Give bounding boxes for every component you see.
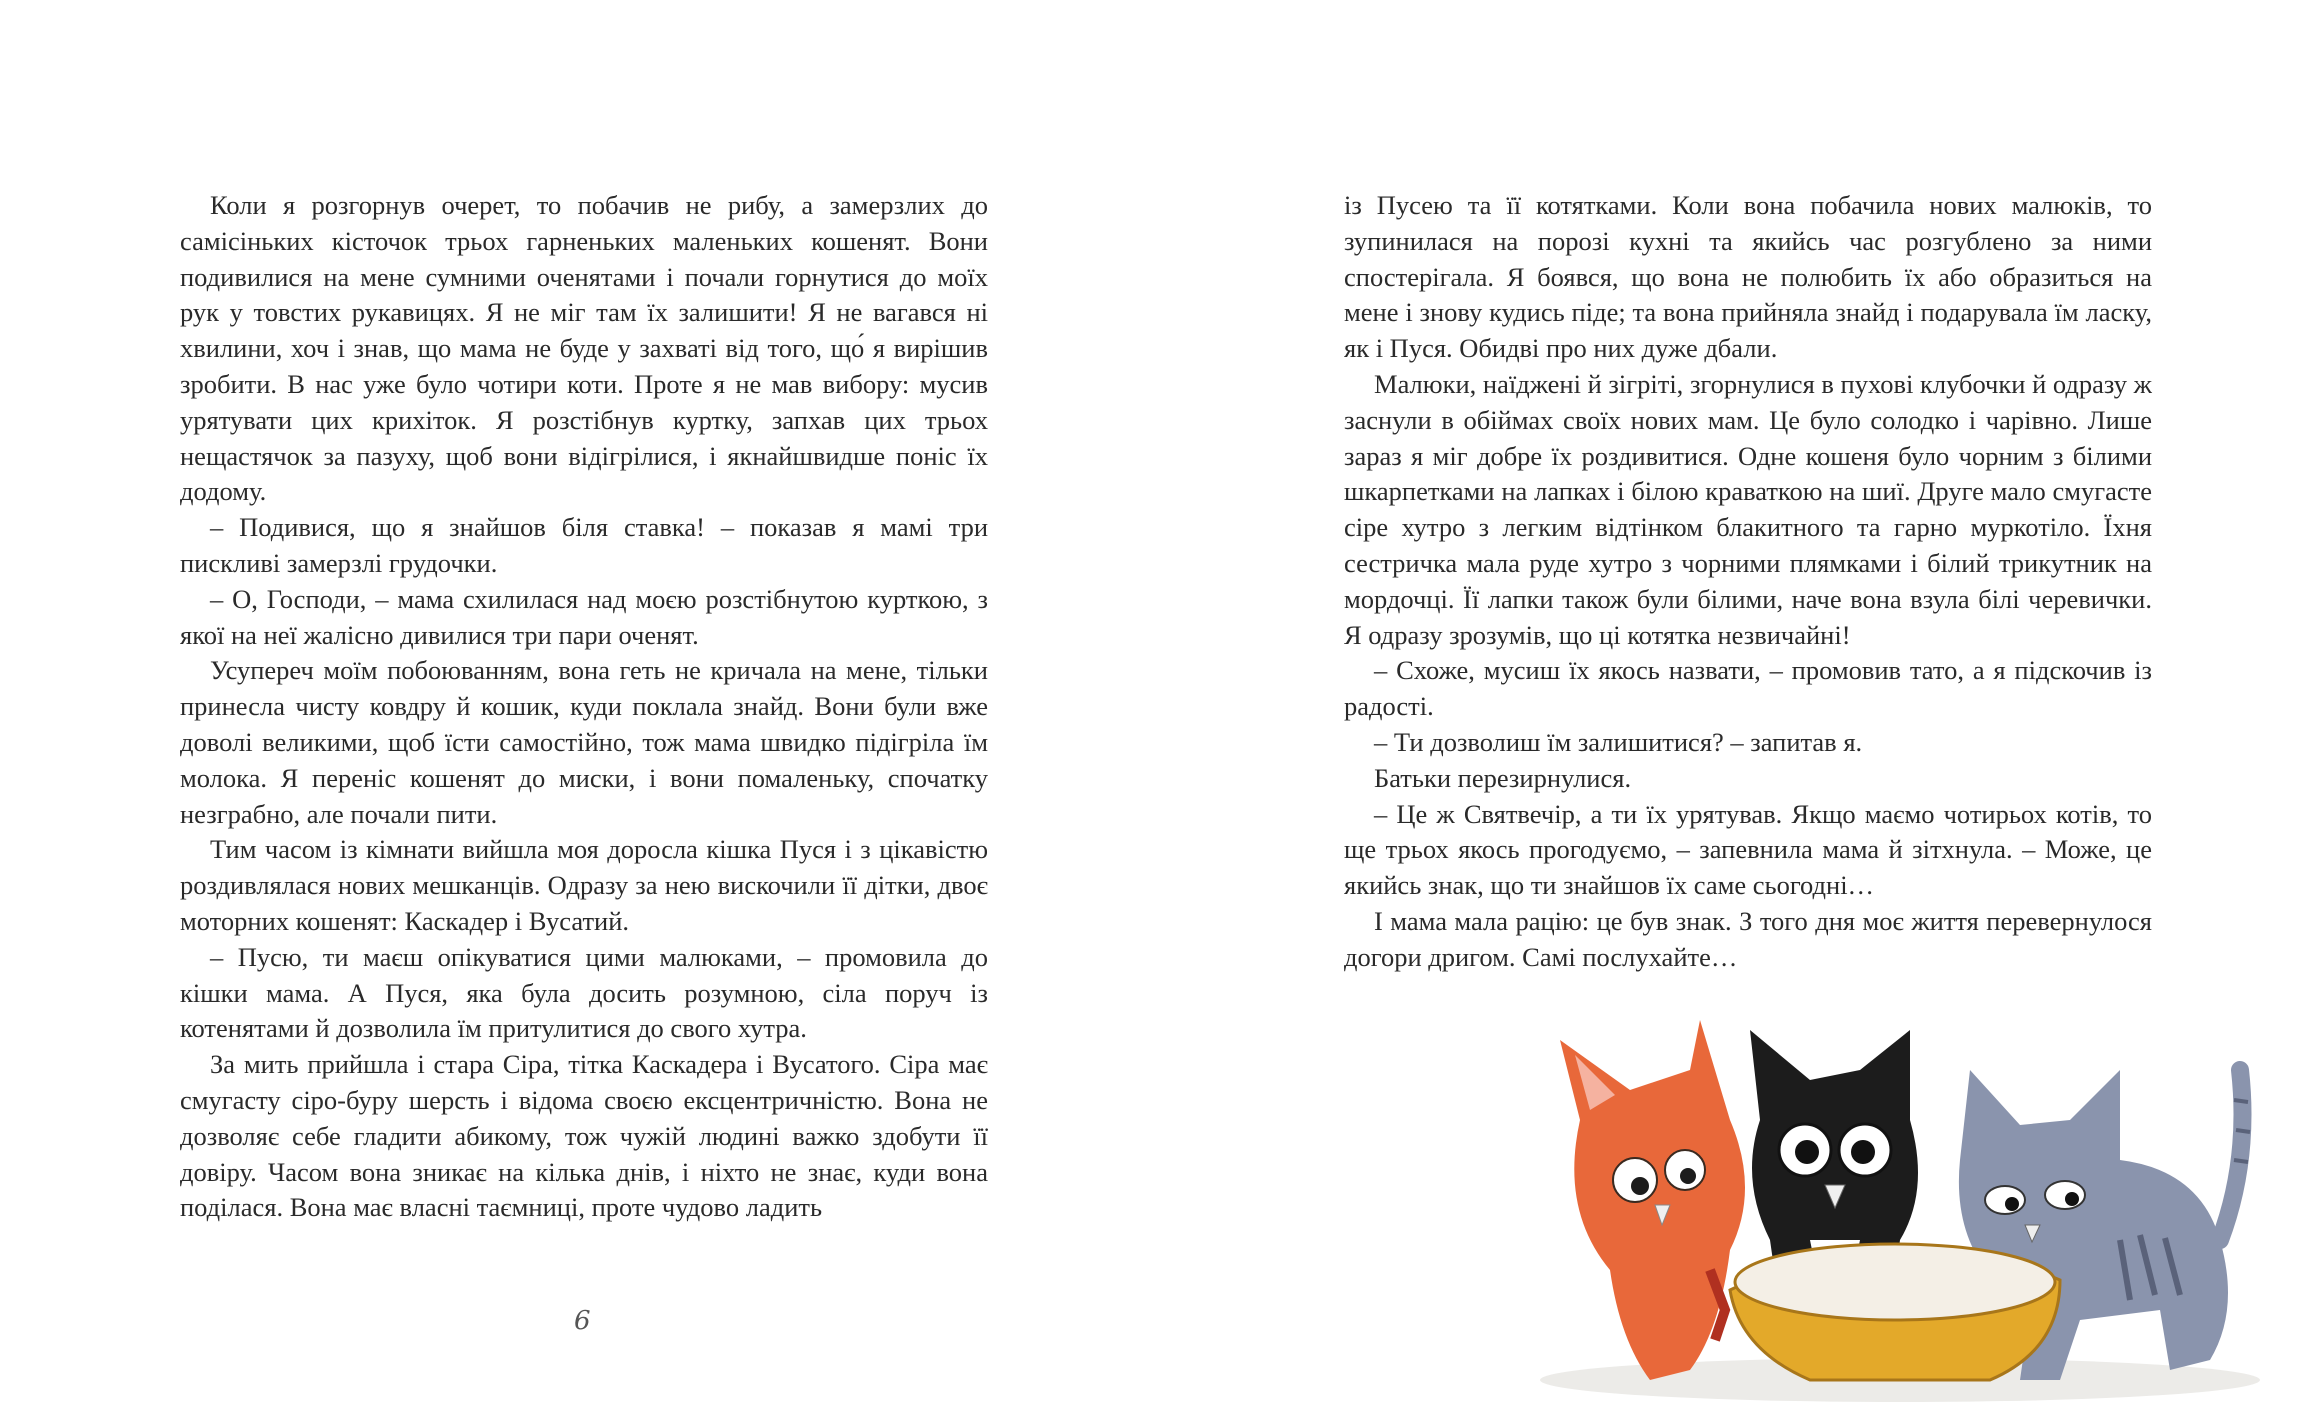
paragraph: Малюки, наїджені й зігріті, згорнулися в пухові клубочки й одразу ж заснули в обіймах своїх нових мам. Це було солодко і чарівно. Лише зараз я міг добре їх роздивитися. Одне кошеня було чорним з білими шкарпетками на лапках і білою краваткою на шиї. Друге мало смугасте сіре хутро з легким відтінком блакитного та гарно муркотіло. Їхня сестричка мала руде хутро з чорними плямками і білий трикутник на мордочці. Її лапки також були білими, наче вона взула білі черевички. Я одразу зрозумів, що ці котятка незвичайні! <box>1344 368 2152 650</box>
paragraph: – Схоже, мусиш їх якось назвати, – промовив тато, а я підскочив із радості. <box>1344 655 2152 722</box>
paragraph: І мама мала рацію: це був знак. З того дня моє життя перевернулося догори дригом. Самі послухайте… <box>1344 905 2152 972</box>
milk-bowl <box>1730 1244 2060 1380</box>
right-text-column <box>1344 188 2152 976</box>
paragraph: – Подивися, що я знайшов біля ставка! – показав я мамі три пискливі замерзлі грудочки. <box>180 512 988 578</box>
paragraph: – О, Господи, – мама схилилася над моєю розстібнутою курткою, з якої на неї жалісно дивилися три пари оченят. <box>180 583 988 650</box>
paragraph: За мить прийшла і стара Сіра, тітка Каскадера і Вусатого. Сіра має смугасту сіро-буру шерсть і відома своєю ексцентричністю. Вона не дозволяє себе гладити абикому, тож чужій людині важко здобути її довіру. Часом вона зникає на кілька днів, і ніхто не знає, куди вона поділася. Вона має власні таємниці, проте чудово ладить <box>180 1049 988 1223</box>
ginger-kitten <box>1560 1020 1745 1380</box>
paragraph: – Пусю, ти маєш опікуватися цими малюками, – промовила до кішки мама. А Пуся, яка була досить розумною, сіла поруч із котенятами й дозволила їм притулитися до свого хутра. <box>180 941 988 1044</box>
left-text-column <box>180 188 988 1226</box>
paragraph: Усупереч моїм побоюванням, вона геть не кричала на мене, тільки принесла чисту ковдру й кошик, куди поклала знайд. Вони були вже доволі великими, щоб їсти самостійно, тож мама швидко підігріла їм молока. Я переніс кошенят до миски, і вони помаленьку, спочатку незграбно, але почали пити. <box>180 655 988 829</box>
paragraph: Коли я розгорнув очерет, то побачив не рибу, а замерзлих до самісіньких кісточок трьох гарненьких маленьких кошенят. Вони подивилися на мене сумними оченятами і почали горнутися до моїх рук у товстих рукавицях. Я не міг там їх залишити! Я не вагався ні хвилини, хоч і знав, що мама не буде у захваті від того, що́ я вирішив зробити. В нас уже було чотири коти. Проте я не мав вибору: мусив урятувати цих крихіток. Я розстібнув куртку, запхав цих трьох нещастячок за пазуху, щоб вони відігрілися, і якнайшвидше поніс їх додому. <box>180 190 988 507</box>
paragraph: – Ти дозволиш їм залишитися? – запитав я. <box>1374 726 1863 757</box>
paragraph: – Це ж Святвечір, а ти їх урятував. Якщо маємо чотирьох котів, то ще трьох якось прогодуємо, – запевнила мама й зітхнула. – Може, це якийсь знак, що ти знайшов їх саме сьогодні… <box>1344 798 2152 901</box>
kittens-illustration <box>1520 1010 2290 1410</box>
paragraph: Батьки перезирнулися. <box>1374 762 1632 793</box>
paragraph: із Пусею та її котятками. Коли вона побачила нових малюків, то зупинилася на порозі кухні та якийсь час розгублено за ними спостерігала. Я боявся, що вона не полюбить їх або образиться на мене і знову кудись піде; та вона прийняла знайд і подарувала їм ласку, як і Пуся. Обидві про них дуже дбали. <box>1344 190 2152 364</box>
page-number: 6 <box>574 1306 591 1336</box>
paragraph: Тим часом із кімнати вийшла моя доросла кішка Пуся і з цікавістю роздивлялася нових мешканців. Одразу за нею вискочили її дітки, двоє моторних кошенят: Каскадер і Вусатий. <box>180 834 988 936</box>
